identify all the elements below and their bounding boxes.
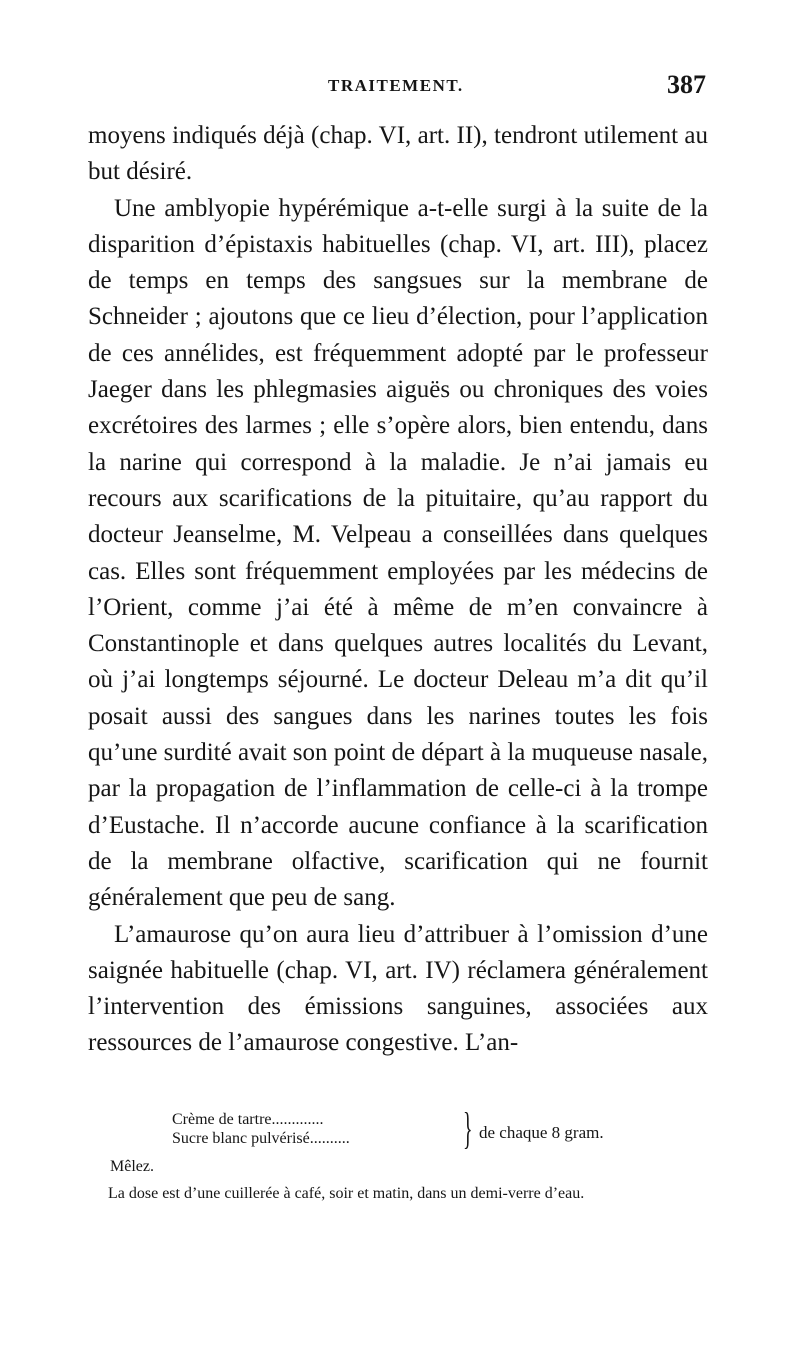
paragraph-amblyopie: Une amblyopie hypérémique a-t-elle surgi à la suite de la disparition d’épistaxis habituelles (chap. VI, art. III), placez de temps en temps des sangsues sur la membrane de Schneider ; ajoutons que ce lieu d’élection, pour l’application de ces annélides, est fréquemment adopté par le professeur Jaeger dans les phlegmasies aiguës ou chroniques des voies excrétoires des larmes ; elle s’opère alors, bien entendu, dans la narine qui correspond à la maladie. Je n’ai jamais eu recours aux scarifications de la pituitaire, qu’au rapport du docteur Jeanselme, M. Velpeau a conseillées dans quelques cas. Elles sont fréquemment employées par les médecins de l’Orient, comme j’ai été à même de m’en convaincre à Constantinople et dans quelques autres localités du Levant, où j’ai longtemps séjourné. Le docteur Deleau m’a dit qu’il posait aussi des sangues dans les narines toutes les fois qu’une surdité avait son point de départ à la muqueuse nasale, par la propagation de l’inflammation de celle-ci à la trompe d’Eustache. Il n’accorde aucune confiance à la scarification de la membrane olfactive, scarification qui ne fournit généralement que peu de sang. xyxy=(88,194,708,912)
body-text xyxy=(88,118,708,1062)
dosage-instructions: La dose est d’une cuillerée à café, soir et matin, dans un demi-verre d’eau. xyxy=(108,1185,585,1202)
ingredient-line: Sucre blanc pulvérisé.......... xyxy=(172,1130,350,1147)
mix-instruction: Mêlez. xyxy=(110,1158,154,1175)
prescription-dose: de chaque 8 gram. xyxy=(479,1123,604,1142)
page-number: 387 xyxy=(667,70,706,99)
running-title: TRAITEMENT. xyxy=(328,76,464,95)
ingredient-line: Crème de tartre............. xyxy=(172,1111,324,1128)
paragraph-continuation: moyens indiqués déjà (chap. VI, art. II), tendront utilement au but désiré. xyxy=(88,122,708,186)
brace-symbol: } xyxy=(463,1104,473,1153)
paragraph-amaurose: L’amaurose qu’on aura lieu d’attribuer à l’omission d’une saignée habituelle (chap. VI, art. IV) réclamera généralement l’intervention des émissions sanguines, associées aux ressources de l’amaurose congestive. L’an- xyxy=(88,920,708,1057)
running-head xyxy=(88,70,708,104)
prescription-formula xyxy=(172,1104,672,1154)
